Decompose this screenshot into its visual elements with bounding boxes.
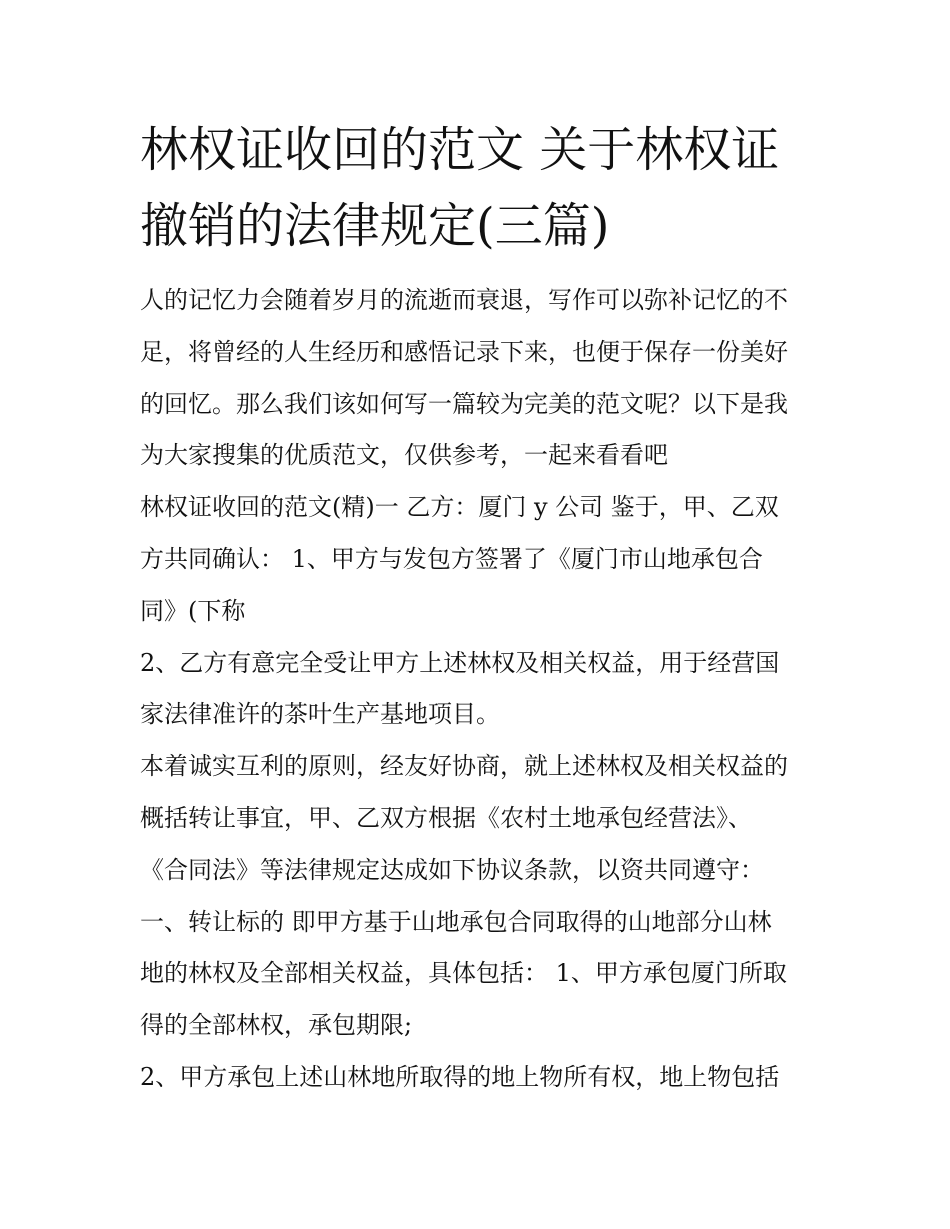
body-line: 为大家搜集的优质范文，仅供参考，一起来看看吧: [140, 441, 668, 470]
body-line: 家法律准许的茶叶生产基地项目。: [140, 700, 500, 729]
body-line: 2、甲方承包上述山林地所取得的地上物所有权，地上物包括: [140, 1062, 780, 1091]
body-line: 的回忆。那么我们该如何写一篇较为完美的范文呢？以下是我: [140, 389, 788, 418]
title-line: 林权证收回的范文 关于林权证: [140, 122, 780, 178]
body-line: 人的记忆力会随着岁月的流逝而衰退，写作可以弥补记忆的不: [140, 286, 788, 314]
body-line: 同》(下称: [140, 596, 246, 625]
document-body: [140, 281, 830, 1110]
body-line: 足，将曾经的人生经历和感悟记录下来，也便于保存一份美好: [140, 337, 788, 366]
body-line: 本着诚实互利的原则，经友好协商，就上述林权及相关权益的: [140, 752, 788, 781]
body-line: 得的全部林权，承包期限;: [140, 1011, 413, 1040]
body-line: 《合同法》等法律规定达成如下协议条款，以资共同遵守：: [140, 855, 764, 884]
body-line: 2、乙方有意完全受让甲方上述林权及相关权益，用于经营国: [140, 648, 780, 677]
title-line: 撤销的法律规定(三篇): [140, 198, 610, 254]
body-line: 地的林权及全部相关权益，具体包括： 1、甲方承包厦门所取: [140, 959, 787, 988]
body-line: 一、转让标的 即甲方基于山地承包合同取得的山地部分山林: [140, 907, 772, 936]
document-title: [140, 112, 830, 264]
body-line: 方共同确认： 1、甲方与发包方签署了《厦门市山地承包合: [140, 544, 763, 573]
body-line: 概括转让事宜，甲、乙双方根据《农村土地承包经营法》、: [140, 803, 752, 832]
body-line: 林权证收回的范文(精)一 乙方：厦门 y 公司 鉴于，甲、乙双: [140, 493, 779, 522]
